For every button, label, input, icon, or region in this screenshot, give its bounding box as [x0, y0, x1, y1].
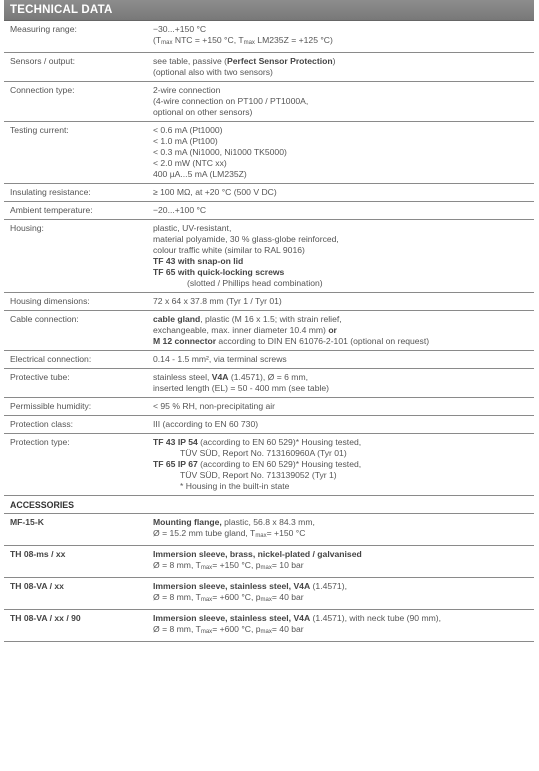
accessory-row	[4, 578, 534, 610]
section-title: TECHNICAL DATA	[4, 0, 534, 21]
value-text: = +600 °C, p	[212, 592, 261, 602]
spec-value-line	[153, 354, 534, 365]
value-text: cable gland	[153, 314, 201, 324]
spec-label: Testing current:	[10, 125, 69, 135]
value-text: III (according to EN 60 730)	[153, 419, 259, 429]
accessory-value	[153, 517, 534, 542]
value-text: , plastic (M 16 x 1.5; with strain relief,	[200, 314, 342, 324]
value-text: < 0.6 mA (Pt1000)	[153, 125, 223, 135]
spec-value-line	[153, 96, 534, 107]
value-text: or	[328, 325, 337, 335]
spec-row	[4, 416, 534, 434]
spec-label: Protection class:	[10, 419, 74, 429]
accessory-value-line	[153, 528, 534, 542]
value-text: NTC = +150 °C, T	[172, 35, 244, 45]
accessory-row	[4, 514, 534, 546]
spec-row	[4, 202, 534, 220]
value-text: IP 67	[177, 459, 198, 469]
spec-value	[153, 24, 534, 49]
subscript-text: max	[161, 40, 173, 46]
value-text: with snap-on lid	[175, 256, 244, 266]
value-text: 72 x 64 x 37.8 mm (Tyr 1 / Tyr 01)	[153, 296, 282, 306]
spec-table	[4, 21, 534, 496]
value-text: (T	[153, 35, 162, 45]
spec-row	[4, 351, 534, 369]
value-text: TF 43	[153, 256, 176, 266]
value-text: TÜV SÜD, Report No. 713160960A (Tyr 01)	[180, 448, 347, 458]
subscript-text: max	[260, 597, 272, 603]
value-text: (according to EN 60 529)* Housing tested,	[197, 459, 362, 469]
value-text: Immersion sleeve, stainless steel, V4A	[153, 581, 311, 591]
spec-label: Cable connection:	[10, 314, 79, 324]
accessories-title: ACCESSORIES	[4, 496, 534, 514]
spec-value-line	[153, 314, 534, 325]
spec-value-line	[153, 234, 534, 245]
value-text: = 40 bar	[271, 624, 304, 634]
spec-row	[4, 293, 534, 311]
value-text: stainless steel,	[153, 372, 212, 382]
spec-value	[153, 56, 534, 78]
value-text: −30...+150 °C	[153, 24, 207, 34]
value-text: (according to EN 60 529)* Housing tested,	[197, 437, 362, 447]
value-text: < 2.0 mW (NTC xx)	[153, 158, 227, 168]
value-text: (1.4571), Ø = 6 mm,	[228, 372, 309, 382]
spec-value	[153, 205, 534, 216]
value-text: )	[332, 56, 336, 66]
value-text: Ø = 8 mm, T	[153, 560, 201, 570]
spec-value	[153, 296, 534, 307]
spec-value-line	[153, 383, 534, 394]
spec-value	[153, 419, 534, 430]
value-text: TF 65	[153, 267, 176, 277]
accessory-label: TH 08-VA / xx	[10, 581, 64, 591]
value-text: 400 µA...5 mA (LM235Z)	[153, 169, 247, 179]
accessories-table	[4, 514, 534, 642]
spec-value-line	[153, 256, 534, 267]
spec-value-line	[153, 267, 534, 278]
spec-value	[153, 401, 534, 412]
spec-value-line	[153, 470, 534, 481]
spec-row	[4, 434, 534, 496]
spec-value-line	[153, 35, 534, 49]
accessory-label: TH 08-ms / xx	[10, 549, 66, 559]
accessory-value	[153, 549, 534, 574]
accessory-value	[153, 613, 534, 638]
value-text: material polyamide, 30 % glass-globe reinforced,	[153, 234, 339, 244]
spec-value	[153, 372, 534, 394]
value-text: Ø = 8 mm, T	[153, 592, 201, 602]
spec-value-line	[153, 147, 534, 158]
accessory-value-line	[153, 581, 534, 592]
value-text: (1.4571), with neck tube (90 mm),	[310, 613, 442, 623]
spec-label: Housing dimensions:	[10, 296, 90, 306]
subscript-text: max	[243, 40, 255, 46]
spec-value-line	[153, 169, 534, 180]
value-text: IP 54	[177, 437, 198, 447]
value-text: M 12 connector	[153, 336, 217, 346]
spec-value-line	[153, 245, 534, 256]
value-text: plastic, UV-resistant,	[153, 223, 232, 233]
value-text: Perfect Sensor Protection	[227, 56, 333, 66]
spec-label: Protective tube:	[10, 372, 70, 382]
spec-row	[4, 369, 534, 398]
spec-value	[153, 85, 534, 118]
value-text: colour traffic white (similar to RAL 9016)	[153, 245, 305, 255]
subscript-text: max	[200, 597, 213, 603]
spec-value-line	[153, 448, 534, 459]
value-text: * Housing in the built-in state	[180, 481, 290, 491]
technical-data-sheet	[4, 0, 534, 642]
spec-row	[4, 53, 534, 82]
value-text: Mounting flange,	[153, 517, 222, 527]
spec-row	[4, 122, 534, 184]
spec-value-line	[153, 296, 534, 307]
accessory-row	[4, 546, 534, 578]
spec-value-line	[153, 481, 534, 492]
value-text: Immersion sleeve, brass, nickel-plated / galvanised	[153, 549, 362, 559]
spec-value-line	[153, 437, 534, 448]
value-text: LM235Z = +125 °C)	[254, 35, 333, 45]
spec-value-line	[153, 459, 534, 470]
value-text: inserted length (EL) = 50 - 400 mm (see table)	[153, 383, 330, 393]
spec-value-line	[153, 67, 534, 78]
value-text: (4-wire connection on PT100 / PT1000A,	[153, 96, 309, 106]
spec-value-line	[153, 205, 534, 216]
value-text: 2-wire connection	[153, 85, 221, 95]
value-text: V4A	[211, 372, 229, 382]
spec-label: Protection type:	[10, 437, 70, 447]
value-text: −20...+100 °C	[153, 205, 207, 215]
spec-value-line	[153, 24, 534, 35]
subscript-text: max	[200, 629, 213, 635]
spec-label: Sensors / output:	[10, 56, 75, 66]
accessory-value-line	[153, 560, 534, 574]
spec-label: Housing:	[10, 223, 44, 233]
spec-value-line	[153, 336, 534, 347]
spec-value-line	[153, 56, 534, 67]
accessory-value-line	[153, 613, 534, 624]
spec-label: Measuring range:	[10, 24, 77, 34]
value-text: = +150 °C	[266, 528, 306, 538]
accessory-label: TH 08-VA / xx / 90	[10, 613, 81, 623]
value-text: exchangeable, max. inner diameter 10.4 mm)	[153, 325, 329, 335]
spec-value	[153, 437, 534, 492]
value-text: TF 43	[153, 437, 176, 447]
spec-value-line	[153, 401, 534, 412]
value-text: Ø = 15.2 mm tube gland, T	[153, 528, 256, 538]
spec-value-line	[153, 325, 534, 336]
value-text: with quick-locking screws	[175, 267, 285, 277]
spec-value-line	[153, 223, 534, 234]
accessory-label: MF-15-K	[10, 517, 44, 527]
spec-row	[4, 184, 534, 202]
spec-value	[153, 187, 534, 198]
value-text: < 95 % RH, non-precipitating air	[153, 401, 276, 411]
spec-label: Insulating resistance:	[10, 187, 91, 197]
spec-row	[4, 220, 534, 293]
spec-row	[4, 398, 534, 416]
spec-value-line	[153, 278, 534, 289]
spec-row	[4, 82, 534, 122]
value-text: Immersion sleeve, stainless steel, V4A	[153, 613, 311, 623]
value-text: Ø = 8 mm, T	[153, 624, 201, 634]
subscript-text: max	[260, 629, 272, 635]
value-text: (optional also with two sensors)	[153, 67, 273, 77]
spec-value-line	[153, 107, 534, 118]
subscript-text: max	[255, 533, 267, 539]
value-text: optional on other sensors)	[153, 107, 253, 117]
value-text: (slotted / Phillips head combination)	[187, 278, 323, 288]
value-text: (1.4571),	[310, 581, 347, 591]
value-text: 0.14 - 1.5 mm², via terminal screws	[153, 354, 287, 364]
accessory-value-line	[153, 592, 534, 606]
spec-value-line	[153, 372, 534, 383]
value-text: < 1.0 mA (Pt100)	[153, 136, 218, 146]
accessory-row	[4, 610, 534, 642]
spec-value	[153, 354, 534, 365]
spec-value-line	[153, 419, 534, 430]
spec-row	[4, 311, 534, 351]
value-text: = 40 bar	[271, 592, 304, 602]
value-text: according to DIN EN 61076-2-101 (optional on request)	[216, 336, 430, 346]
spec-label: Ambient temperature:	[10, 205, 93, 215]
spec-value	[153, 223, 534, 289]
spec-value-line	[153, 158, 534, 169]
accessory-value-line	[153, 549, 534, 560]
value-text: TF 65	[153, 459, 176, 469]
value-text: = 10 bar	[271, 560, 304, 570]
spec-value-line	[153, 125, 534, 136]
accessory-value-line	[153, 624, 534, 638]
spec-value	[153, 125, 534, 180]
value-text: = +150 °C, p	[212, 560, 261, 570]
spec-value	[153, 314, 534, 347]
value-text: < 0.3 mA (Ni1000, Ni1000 TK5000)	[153, 147, 287, 157]
accessory-value	[153, 581, 534, 606]
spec-label: Electrical connection:	[10, 354, 92, 364]
spec-value-line	[153, 187, 534, 198]
spec-value-line	[153, 85, 534, 96]
spec-label: Permissible humidity:	[10, 401, 92, 411]
subscript-text: max	[200, 565, 213, 571]
accessory-value-line	[153, 517, 534, 528]
spec-value-line	[153, 136, 534, 147]
value-text: ≥ 100 MΩ, at +20 °C (500 V DC)	[153, 187, 277, 197]
subscript-text: max	[260, 565, 272, 571]
value-text: TÜV SÜD, Report No. 713139052 (Tyr 1)	[180, 470, 337, 480]
value-text: see table, passive (	[153, 56, 228, 66]
spec-label: Connection type:	[10, 85, 75, 95]
value-text: plastic, 56.8 x 84.3 mm,	[221, 517, 315, 527]
spec-row	[4, 21, 534, 53]
value-text: = +600 °C, p	[212, 624, 261, 634]
